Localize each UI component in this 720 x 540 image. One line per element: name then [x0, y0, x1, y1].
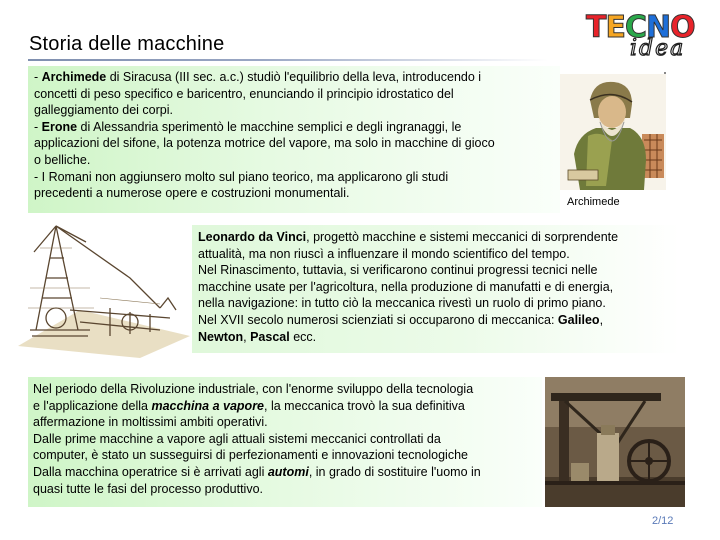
text-segment: Dalla macchina operatrice si è arrivati agli — [33, 464, 268, 479]
text-line — [33, 381, 537, 398]
text-line — [33, 398, 537, 415]
text-segment: , in grado di sostituire l'uomo in — [308, 464, 481, 479]
archimede-erone-romani-textbox — [28, 66, 560, 213]
title-underline — [28, 59, 548, 61]
slide-title: Storia delle macchine — [29, 33, 225, 55]
text-segment: Dalle prime macchine a vapore agli attuali sistemi meccanici controllati da — [33, 431, 441, 446]
text-line — [198, 262, 674, 279]
text-line — [33, 414, 537, 431]
text-segment: galleggiamento dei corpi. — [34, 103, 173, 118]
text-line — [33, 431, 537, 448]
text-line — [34, 152, 554, 169]
text-line — [34, 119, 554, 136]
text-segment: precedenti a numerose opere e costruzioni monumentali. — [34, 186, 350, 201]
text-line — [34, 169, 554, 186]
text-line — [33, 464, 537, 481]
text-segment: - I Romani non aggiunsero molto sul piano teorico, ma applicarono gli studi — [34, 169, 449, 184]
bold-text: Galileo — [557, 312, 600, 327]
decorative-dot — [664, 72, 666, 74]
text-line — [198, 279, 674, 296]
steam-engine-image — [545, 377, 685, 507]
bold-text: Archimede — [41, 70, 107, 84]
text-segment: e l'applicazione della — [33, 398, 152, 413]
text-segment: quasi tutte le fasi del processo produttivo. — [33, 481, 263, 496]
text-line — [198, 246, 674, 263]
archimede-portrait-image — [560, 74, 666, 190]
text-segment: , — [599, 312, 604, 327]
text-segment: di Alessandria sperimentò le macchine semplici e degli ingranaggi, le — [77, 119, 462, 134]
bold-text: Erone — [41, 119, 78, 134]
text-segment: ecc. — [289, 329, 317, 344]
text-segment: , progettò macchine e sistemi meccanici di sorprendente — [306, 230, 619, 244]
logo-letter: C — [624, 10, 646, 45]
text-segment: attualità, ma non riuscì a influenzare il mondo scientifico del tempo. — [198, 246, 570, 261]
text-line — [33, 447, 537, 464]
bold-text — [151, 399, 264, 413]
text-segment: affermazione in moltissimi ambiti operativi. — [33, 415, 268, 430]
text-line — [33, 481, 537, 498]
text-segment: , la meccanica trovò la sua definitiva — [264, 398, 465, 413]
bold-text: Newton — [198, 329, 244, 344]
text-segment: di Siracusa (III sec. a.c.) studiò l'equilibrio della leva, introducendo i — [106, 70, 482, 84]
text-line — [34, 185, 554, 202]
logo-letter: E — [605, 10, 625, 45]
text-segment: o belliche. — [34, 152, 91, 167]
text-line — [198, 312, 674, 329]
bold-text: Pascal — [250, 329, 290, 344]
text-segment: Nel XVII secolo numerosi scienziati si occuparono di meccanica: — [198, 312, 558, 327]
rivoluzione-industriale-textbox — [28, 377, 542, 507]
text-line — [34, 102, 554, 119]
text-line — [198, 329, 674, 346]
text-line — [34, 135, 554, 152]
text-segment: macchine usate per l'agricoltura, nella produzione di manufatti e di energia, — [198, 279, 614, 294]
text-segment: nella navigazione: in tutto ciò la meccanica rivestì un ruolo di primo piano. — [198, 296, 606, 311]
logo-subtitle: idea — [630, 36, 686, 61]
text-segment: concetti di peso specifico e baricentro, enunciando il principio idrostatico del — [34, 86, 454, 101]
text-segment: , — [243, 329, 251, 344]
text-segment: - — [34, 70, 42, 84]
text-line — [34, 86, 554, 103]
bold-text — [268, 465, 309, 479]
text-segment: applicazioni del sifone, la potenza motrice del vapore, ma solo in macchine di gioco — [34, 136, 495, 151]
bold-text: Leonardo da Vinci — [198, 230, 307, 244]
text-line — [198, 295, 674, 312]
leonardo-machine-drawing — [10, 218, 195, 360]
archimede-caption: Archimede — [567, 196, 620, 208]
text-segment: - — [34, 119, 42, 134]
leonardo-rinascimento-textbox — [192, 225, 680, 353]
logo-letter: N — [646, 10, 671, 45]
text-line — [34, 69, 554, 86]
text-segment: Nel Rinascimento, tuttavia, si verificarono continui progressi tecnici nelle — [198, 263, 598, 278]
text-line — [198, 229, 674, 246]
logo-letter: T — [586, 10, 606, 45]
emphasis-text: macchina a vapore — [151, 398, 265, 413]
text-segment: Nel periodo della Rivoluzione industriale, con l'enorme sviluppo della tecnologia — [33, 382, 474, 396]
text-segment: computer, è stato un susseguirsi di perfezionamenti e innovazioni tecnologiche — [33, 448, 468, 463]
page-number: 2/12 — [652, 515, 674, 527]
tecno-idea-logo — [586, 10, 711, 61]
logo-letter: O — [670, 10, 695, 45]
emphasis-text: automi — [267, 464, 309, 479]
